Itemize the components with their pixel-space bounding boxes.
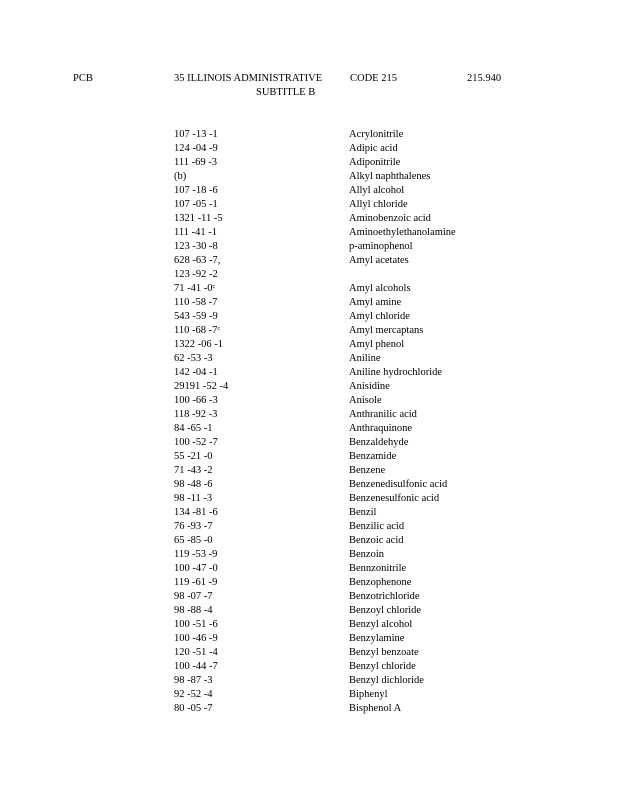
cas-number: 110 -68 -7 (174, 325, 218, 336)
chemical-name: Benzotrichloride (349, 591, 420, 602)
header-center (174, 72, 344, 100)
cas-number: 1322 -06 -1 (174, 339, 223, 350)
table-row (174, 184, 474, 198)
cas-number: 1321 -11 -5 (174, 213, 223, 224)
cas-number: 98 -88 -4 (174, 605, 213, 616)
chemical-name: Benzoyl chloride (349, 605, 422, 616)
cas-number: 123 -30 -8 (174, 241, 218, 252)
table-row (174, 562, 474, 576)
chemical-name: Amyl mercaptans (349, 325, 424, 336)
table-row (174, 450, 474, 464)
cas-number: 65 -85 -0 (174, 535, 213, 546)
table-row (174, 688, 474, 702)
chemical-name: Amyl chloride (349, 311, 410, 322)
chemical-name: Benzene (349, 465, 386, 476)
chemical-name: Benzylamine (349, 633, 405, 644)
chemical-name: Biphenyl (349, 689, 388, 700)
table-row (174, 618, 474, 632)
table-row (174, 408, 474, 422)
table-row (174, 702, 474, 716)
cas-number: 100 -44 -7 (174, 661, 218, 672)
chemical-name: Benzoin (349, 549, 384, 560)
cas-number: 76 -93 -7 (174, 521, 213, 532)
table-row (174, 268, 474, 282)
table-row (174, 436, 474, 450)
cas-number: 111 -41 -1 (174, 227, 217, 238)
chemical-name: Benzophenone (349, 577, 412, 588)
chemical-name: Benzil (349, 507, 377, 518)
cas-number: 543 -59 -9 (174, 311, 218, 322)
chemical-name: p-aminophenol (349, 241, 413, 252)
chemical-name: Amyl phenol (349, 339, 405, 350)
chemical-name: Benzyl chloride (349, 661, 416, 672)
table-row (174, 492, 474, 506)
header-title-line1: 35 ILLINOIS ADMINISTRATIVE (174, 73, 323, 84)
cas-number: 100 -51 -6 (174, 619, 218, 630)
cas-number: 111 -69 -3 (174, 157, 217, 168)
chemical-name: Amyl amine (349, 297, 402, 308)
table-row (174, 632, 474, 646)
cas-number: 119 -61 -9 (174, 577, 218, 588)
cas-number: 118 -92 -3 (174, 409, 218, 420)
table-row (174, 142, 474, 156)
table-row (174, 282, 474, 296)
table-row (174, 380, 474, 394)
table-row (174, 604, 474, 618)
table-row (174, 590, 474, 604)
table-row (174, 548, 474, 562)
header-section: 215.940 (467, 73, 502, 84)
cas-number: 628 -63 -7, (174, 255, 221, 266)
table-row (174, 128, 474, 142)
chemical-name: Benzenedisulfonic acid (349, 479, 448, 490)
table-row (174, 156, 474, 170)
cas-number: 84 -65 -1 (174, 423, 213, 434)
table-row (174, 646, 474, 660)
table-row (174, 310, 474, 324)
table-row (174, 170, 474, 184)
table-row (174, 660, 474, 674)
cas-number: 29191 -52 -4 (174, 381, 229, 392)
chemical-name: Benzilic acid (349, 521, 405, 532)
header-code: CODE 215 (350, 73, 397, 84)
cas-number: 98 -87 -3 (174, 675, 213, 686)
table-row (174, 254, 474, 268)
cas-number: 123 -92 -2 (174, 269, 218, 280)
chemical-name: Bennzonitrile (349, 563, 407, 574)
cas-footnote-marker: c (212, 284, 216, 290)
cas-number: 98 -07 -7 (174, 591, 213, 602)
table-row (174, 534, 474, 548)
table-row (174, 352, 474, 366)
header-title-line2: SUBTITLE B (256, 87, 316, 98)
cas-number: 107 -18 -6 (174, 185, 218, 196)
cas-cell (174, 282, 215, 296)
header-left: PCB (73, 73, 93, 84)
cas-number: 55 -21 -0 (174, 451, 213, 462)
cas-number: 100 -47 -0 (174, 563, 218, 574)
cas-number: 107 -13 -1 (174, 129, 218, 140)
cas-number: 71 -41 -0 (174, 283, 213, 294)
cas-number: 110 -58 -7 (174, 297, 218, 308)
chemical-name: Aniline hydrochloride (349, 367, 443, 378)
chemical-name: Aminoethylethanolamine (349, 227, 456, 238)
table-row (174, 674, 474, 688)
chemical-name: Anthraquinone (349, 423, 412, 434)
cas-cell (174, 324, 220, 338)
table-row (174, 478, 474, 492)
chemical-name: Anisole (349, 395, 382, 406)
chemical-name: Benzaldehyde (349, 437, 409, 448)
chemical-name: Benzyl dichloride (349, 675, 424, 686)
table-row (174, 464, 474, 478)
table-row (174, 198, 474, 212)
table-row (174, 506, 474, 520)
cas-number: 80 -05 -7 (174, 703, 213, 714)
table-row (174, 520, 474, 534)
cas-footnote-marker: c (217, 326, 221, 332)
table-row (174, 324, 474, 338)
cas-number: 107 -05 -1 (174, 199, 218, 210)
chemical-name: Anthranilic acid (349, 409, 417, 420)
cas-number: 98 -11 -3 (174, 493, 213, 504)
chemical-name: Benzyl alcohol (349, 619, 413, 630)
cas-number: 71 -43 -2 (174, 465, 213, 476)
chemical-name: Acrylonitrile (349, 129, 404, 140)
table-row (174, 394, 474, 408)
table-row (174, 240, 474, 254)
chemical-name: Amyl acetates (349, 255, 409, 266)
table-row (174, 212, 474, 226)
cas-number: 142 -04 -1 (174, 367, 218, 378)
cas-number: 100 -66 -3 (174, 395, 218, 406)
table-row (174, 296, 474, 310)
table-row (174, 576, 474, 590)
chemical-name: Aniline (349, 353, 381, 364)
cas-number: (b) (174, 171, 187, 182)
cas-number: 100 -46 -9 (174, 633, 218, 644)
chemical-name: Amyl alcohols (349, 283, 411, 294)
chemical-name: Benzoic acid (349, 535, 404, 546)
cas-number: 92 -52 -4 (174, 689, 213, 700)
cas-number: 119 -53 -9 (174, 549, 218, 560)
cas-number: 98 -48 -6 (174, 479, 213, 490)
chemical-table (174, 128, 474, 716)
cas-number: 120 -51 -4 (174, 647, 218, 658)
chemical-name: Adiponitrile (349, 157, 401, 168)
chemical-name: Allyl chloride (349, 199, 408, 210)
cas-number: 134 -81 -6 (174, 507, 218, 518)
chemical-name: Adipic acid (349, 143, 398, 154)
table-row (174, 366, 474, 380)
cas-number: 100 -52 -7 (174, 437, 218, 448)
table-row (174, 226, 474, 240)
chemical-name: Aminobenzoic acid (349, 213, 431, 224)
chemical-name: Bisphenol A (349, 703, 402, 714)
table-row (174, 422, 474, 436)
chemical-name: Benzamide (349, 451, 397, 462)
chemical-name: Benzenesulfonic acid (349, 493, 440, 504)
chemical-name: Benzyl benzoate (349, 647, 419, 658)
chemical-name: Anisidine (349, 381, 390, 392)
chemical-name: Allyl alcohol (349, 185, 405, 196)
chemical-name: Alkyl naphthalenes (349, 171, 431, 182)
cas-number: 124 -04 -9 (174, 143, 218, 154)
table-row (174, 338, 474, 352)
cas-number: 62 -53 -3 (174, 353, 213, 364)
